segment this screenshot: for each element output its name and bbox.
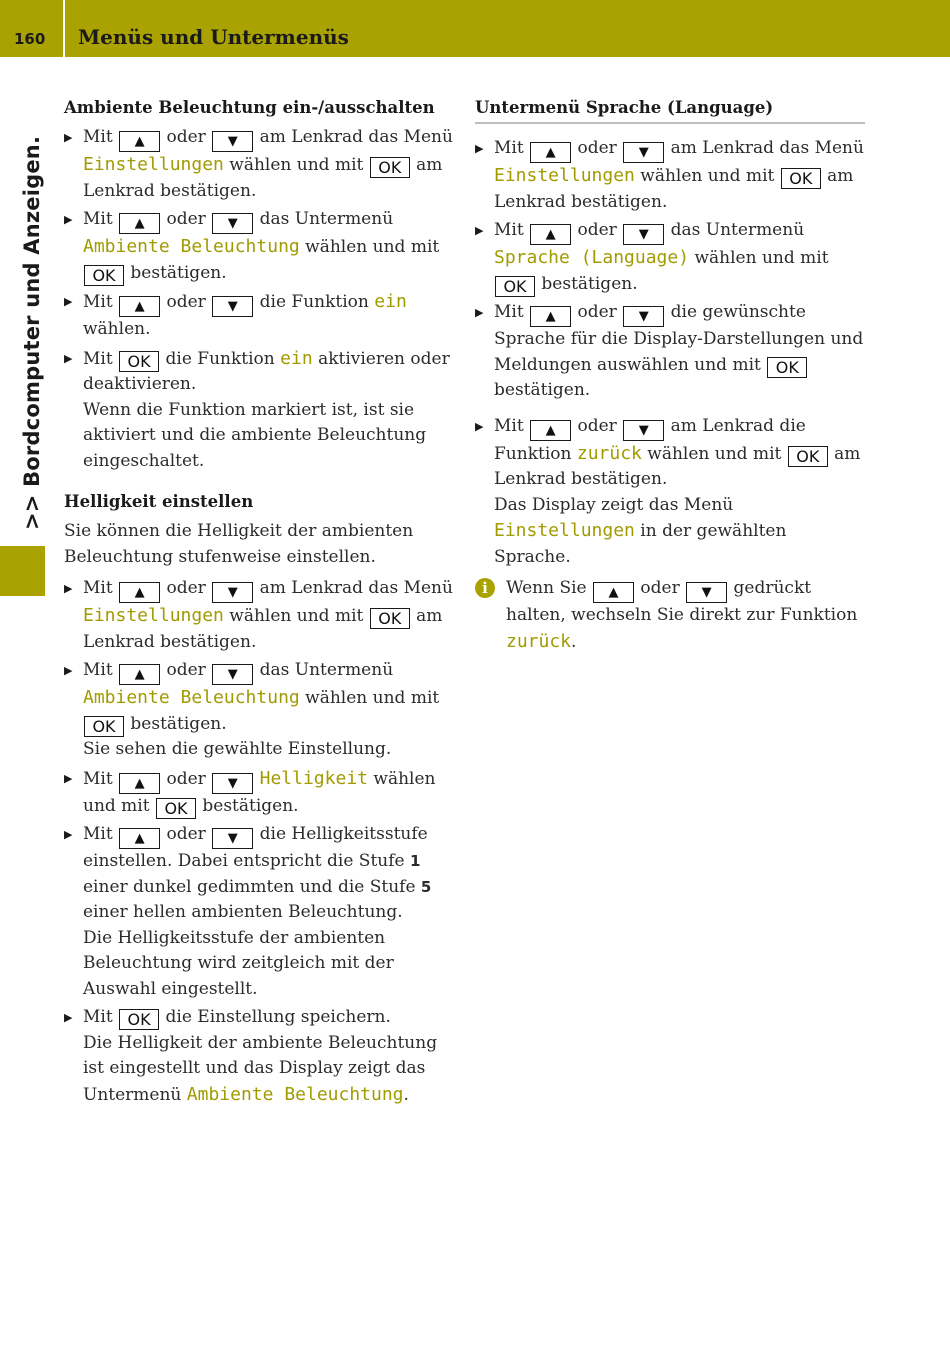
down-key-icon: ▼ [212, 773, 253, 794]
ambient-light-steps [64, 125, 456, 474]
ok-key-icon: OK [119, 1009, 159, 1030]
up-key-icon: ▲ [119, 828, 160, 849]
page-title: Menüs und Untermenüs [78, 25, 349, 49]
down-key-icon: ▼ [623, 142, 664, 163]
ok-key-icon: OK [767, 357, 807, 378]
ok-key-icon: OK [788, 446, 828, 467]
list-item: ▶ Mit ▲ oder ▼ am Lenkrad die Funktion zurück wählen und mit OK am Lenkrad bestätigen. Das Display zeigt das Menü Einstellungen in der gewählten Sprache. [475, 414, 865, 571]
section-heading-brightness: Helligkeit einstellen [64, 492, 254, 511]
menu-name: Helligkeit [259, 767, 368, 789]
header-divider [63, 0, 65, 57]
chapter-side-label: >> Bordcomputer und Anzeigen. [20, 135, 44, 530]
up-key-icon: ▲ [119, 296, 160, 317]
section-heading-ambient-light: Ambiente Beleuchtung ein-/ausschalten [64, 98, 435, 117]
up-key-icon: ▲ [530, 306, 571, 327]
info-icon: i [475, 578, 495, 598]
up-key-icon: ▲ [119, 213, 160, 234]
list-item: ▶ Mit ▲ oder ▼ am Lenkrad das Menü Einstellungen wählen und mit OK am Lenkrad bestätigen. [64, 576, 456, 655]
list-item: ▶ Mit ▲ oder ▼ Helligkeit wählen und mit OK bestätigen. [64, 766, 456, 820]
ok-key-icon: OK [781, 168, 821, 189]
ok-key-icon: OK [84, 265, 124, 286]
chapter-marker [0, 546, 45, 596]
info-note: i Wenn Sie ▲ oder ▼ gedrückt halten, wechseln Sie direkt zur Funktion zurück. [475, 576, 865, 655]
down-key-icon: ▼ [212, 828, 253, 849]
down-key-icon: ▼ [623, 420, 664, 441]
list-item: ▶ Mit ▲ oder ▼ die gewünschte Sprache für die Display-Darstellungen und Meldungen auswählen und mit OK bestätigen. [475, 300, 865, 404]
menu-name: zurück [506, 630, 572, 652]
down-key-icon: ▼ [212, 213, 253, 234]
ok-key-icon: OK [370, 157, 410, 178]
down-key-icon: ▼ [212, 131, 253, 152]
right-column [475, 96, 865, 655]
menu-name: Einstellungen [83, 605, 224, 626]
menu-name: Ambiente Beleuchtung [83, 687, 300, 708]
section-heading-language: Untermenü Sprache (Language) [475, 96, 865, 124]
menu-name: ein [280, 347, 313, 369]
language-steps [475, 136, 865, 570]
down-key-icon: ▼ [623, 306, 664, 327]
list-item: ▶ Mit ▲ oder ▼ das Untermenü Sprache (Language) wählen und mit OK bestätigen. [475, 218, 865, 297]
ok-key-icon: OK [156, 798, 196, 819]
list-item: ▶ Mit OK die Funktion ein aktivieren oder deaktivieren. Wenn die Funktion markiert ist, ist sie aktiviert und die ambiente Beleuchtung eingeschaltet. [64, 346, 456, 475]
menu-name: Einstellungen [494, 520, 635, 541]
up-key-icon: ▲ [530, 142, 571, 163]
menu-name: Einstellungen [83, 154, 224, 175]
menu-name: zurück [576, 442, 642, 464]
menu-name: Ambiente Beleuchtung [83, 236, 300, 257]
list-item: ▶ Mit OK die Einstellung speichern. Die Helligkeit der ambiente Beleuchtung ist eingestellt und das Display zeigt das Untermenü Ambiente Beleuchtung. [64, 1005, 456, 1108]
down-key-icon: ▼ [212, 582, 253, 603]
level-max: 5 [420, 877, 432, 896]
ok-key-icon: OK [495, 276, 535, 297]
up-key-icon: ▲ [530, 224, 571, 245]
up-key-icon: ▲ [593, 582, 634, 603]
up-key-icon: ▲ [119, 582, 160, 603]
ok-key-icon: OK [119, 351, 159, 372]
list-item: ▶ Mit ▲ oder ▼ am Lenkrad das Menü Einstellungen wählen und mit OK am Lenkrad bestätigen. [475, 136, 865, 215]
menu-name: Ambiente Beleuchtung [186, 1083, 404, 1105]
brightness-steps [64, 576, 456, 1108]
page-header [0, 0, 950, 57]
down-key-icon: ▼ [212, 664, 253, 685]
ok-key-icon: OK [370, 608, 410, 629]
left-column [64, 96, 456, 1111]
menu-name: ein [374, 291, 407, 312]
menu-name: Einstellungen [494, 165, 635, 186]
page-number: 160 [14, 30, 46, 48]
list-item: ▶ Mit ▲ oder ▼ die Helligkeitsstufe einstellen. Dabei entspricht die Stufe 1 einer dunkel gedimmten und die Stufe 5 einer hellen ambienten Beleuchtung. Die Helligkeitsstufe der ambienten Beleuchtung wird zeitgleich mit der Auswahl eingestellt. [64, 822, 456, 1002]
menu-name: Sprache (Language) [494, 247, 690, 268]
list-item: ▶ Mit ▲ oder ▼ am Lenkrad das Menü Einstellungen wählen und mit OK am Lenkrad bestätigen. [64, 125, 456, 204]
down-key-icon: ▼ [686, 582, 727, 603]
up-key-icon: ▲ [119, 664, 160, 685]
down-key-icon: ▼ [623, 224, 664, 245]
down-key-icon: ▼ [212, 296, 253, 317]
brightness-intro: Sie können die Helligkeit der ambienten Beleuchtung stufenweise einstellen. [64, 521, 414, 567]
level-min: 1 [410, 852, 421, 870]
up-key-icon: ▲ [119, 773, 160, 794]
list-item: ▶ Mit ▲ oder ▼ die Funktion ein wählen. [64, 289, 456, 343]
list-item: ▶ Mit ▲ oder ▼ das Untermenü Ambiente Beleuchtung wählen und mit OK bestätigen. [64, 207, 456, 286]
ok-key-icon: OK [84, 716, 124, 737]
up-key-icon: ▲ [530, 420, 571, 441]
up-key-icon: ▲ [119, 131, 160, 152]
list-item: ▶ Mit ▲ oder ▼ das Untermenü Ambiente Beleuchtung wählen und mit OK bestätigen. Sie sehen die gewählte Einstellung. [64, 658, 456, 763]
